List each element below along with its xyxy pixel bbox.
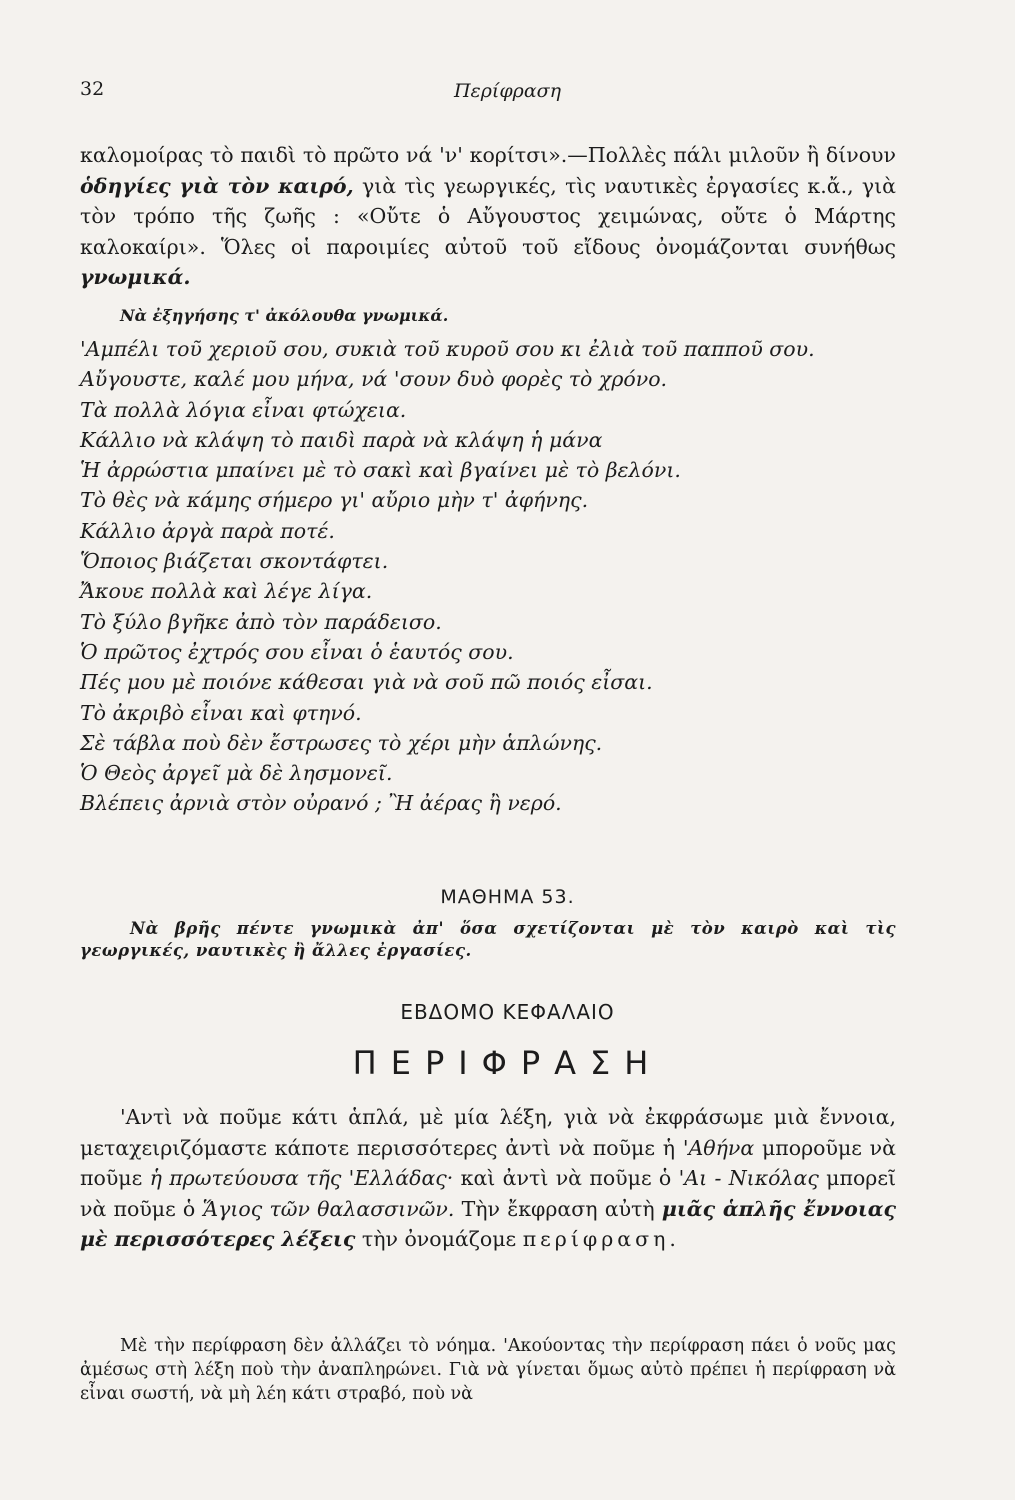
- lesson-instruction: Νὰ βρῆς πέντε γνωμικὰ ἀπ' ὅσα σχετίζονται μὲ τὸν καιρὸ καὶ τὶς γεωργικές, ναυτικὲς ἢ ἄλλες ἐργασίες.: [80, 919, 896, 960]
- intro-paragraph: [80, 140, 896, 293]
- proverb-item: Τὸ ξύλο βγῆκε ἀπὸ τὸν παράδεισο.: [80, 609, 442, 634]
- proverb-item: Ὁ πρῶτος ἐχτρός σου εἶναι ὁ ἑαυτός σου.: [80, 639, 514, 664]
- intro-emphasis-weather: ὁδηγίες γιὰ τὸν καιρό,: [80, 173, 354, 198]
- body-italic-capital: ἡ πρωτεύουσα τῆς 'Ελλάδας·: [149, 1166, 454, 1190]
- proverb-item: Σὲ τάβλα ποὺ δὲν ἔστρωσες τὸ χέρι μὴν ἁπλώνης.: [80, 730, 603, 755]
- body-text-6: τὴν ὀνομάζομε: [355, 1227, 523, 1251]
- body-italic-nikolas: 'Αι - Νικόλας: [678, 1166, 819, 1190]
- running-title: Περίφραση: [453, 80, 562, 102]
- chapter-number: ΕΒΔΟΜΟ ΚΕΦΑΛΑΙΟ: [400, 1000, 615, 1024]
- exercise-heading-block: [80, 306, 896, 325]
- body-emphasis-definition: μιᾶς ἁπλῆς ἔννοιας μὲ περισσότερες λέξεις: [80, 1196, 897, 1251]
- proverb-item: Κάλλιο ἀργὰ παρὰ ποτέ.: [80, 518, 335, 543]
- body-paragraph-block: [80, 1102, 896, 1255]
- proverb-item: Βλέπεις ἀρνιὰ στὸν οὐρανό ; Ἢ ἀέρας ἢ νερό.: [80, 791, 562, 816]
- proverb-item: Αὔγουστε, καλέ μου μήνα, νά 'σουν δυὸ φορὲς τὸ χρόνο.: [80, 367, 668, 392]
- proverb-item: Τὸ θὲς νὰ κάμης σήμερο γι' αὔριο μὴν τ' ἀφήνης.: [80, 488, 589, 513]
- body-italic-saint: Ἅγιος τῶν θαλασσινῶν.: [202, 1196, 455, 1221]
- intro-emphasis-gnomika: γνωμικά.: [80, 265, 191, 289]
- intro-paragraph-block: [80, 140, 896, 293]
- body-spaced-term: περίφραση.: [522, 1227, 680, 1251]
- body-text-5: Τὴν ἔκφραση αὐτὴ: [454, 1196, 662, 1221]
- proverb-item: Ἡ ἀρρώστια μπαίνει μὲ τὸ σακὶ καὶ βγαίνει μὲ τὸ βελόνι.: [80, 458, 681, 483]
- proverb-item: Τὸ ἀκριβὸ εἶναι καὶ φτηνό.: [80, 700, 362, 725]
- exercise-heading: Νὰ ἐξηγήσης τ' ἀκόλουθα γνωμικά.: [120, 306, 449, 325]
- proverb-item: Ἄκουε πολλὰ καὶ λέγε λίγα.: [80, 579, 373, 604]
- proverb-item: 'Αμπέλι τοῦ χεριοῦ σου, συκιὰ τοῦ κυροῦ σου κι ἐλιὰ τοῦ παπποῦ σου.: [80, 337, 815, 361]
- page-number: 32: [80, 78, 105, 100]
- proverb-item: Κάλλιο νὰ κλάψη τὸ παιδὶ παρὰ νὰ κλάψη ἡ μάνα: [80, 427, 603, 452]
- lesson-instruction-block: [80, 918, 896, 962]
- body-text-1: 'Αντὶ νὰ ποῦμε κάτι ἁπλά, μὲ μία λέξη, γιὰ νὰ ἐκφράσωμε μιὰ ἔννοια, μεταχειριζόμαστε κάποτε περισσότερες ἀντὶ νὰ ποῦμε ἡ: [80, 1105, 896, 1160]
- body-text-4: μπορεῖ νὰ ποῦμε ὁ: [80, 1166, 896, 1221]
- intro-text-2: γιὰ τὶς γεωργικές, τὶς ναυτικὲς ἐργασίες κ.ἄ., γιὰ τὸν τρόπο τῆς ζωῆς : «Οὔτε ὁ Αὔγουστος χειμώνας, οὔτε ὁ Μάρτης καλοκαίρι». Ὅλες οἱ παροιμίες αὐτοῦ τοῦ εἴδους ὀνομάζονται συνήθως: [80, 173, 897, 259]
- closing-paragraph: Μὲ τὴν περίφραση δὲν ἀλλάζει τὸ νόημα. 'Ακούοντας τὴν περίφραση πάει ὁ νοῦς μας ἀμέσως στὴ λέξη ποὺ τὴν ἀναπληρώνει. Γιὰ νὰ γίνεται ὅμως αὐτὸ πρέπει ἡ περίφραση νὰ εἶναι σωστή, νὰ μὴ λέη κάτι στραβό, ποὺ νὰ: [80, 1336, 896, 1404]
- closing-paragraph-block: [80, 1334, 896, 1406]
- proverb-item: Πές μου μὲ ποιόνε κάθεσαι γιὰ νὰ σοῦ πῶ ποιός εἶσαι.: [80, 670, 653, 695]
- proverb-item: Ὁ Θεὸς ἀργεῖ μὰ δὲ λησμονεῖ.: [80, 761, 393, 786]
- body-text-2: μποροῦμε νὰ ποῦμε: [80, 1135, 896, 1190]
- proverb-item: Τὰ πολλὰ λόγια εἶναι φτώχεια.: [80, 397, 407, 422]
- chapter-title: ΠΕΡΙΦΡΑΣΗ: [352, 1044, 663, 1082]
- proverb-list-block: [80, 334, 896, 819]
- body-italic-athens: 'Αθήνα: [682, 1135, 755, 1160]
- body-paragraph: [80, 1102, 896, 1255]
- proverb-item: Ὅποιος βιάζεται σκοντάφτει.: [80, 549, 389, 574]
- body-text-3: καὶ ἀντὶ νὰ ποῦμε ὁ: [453, 1166, 679, 1190]
- proverb-list: [80, 334, 896, 819]
- intro-text-1: καλομοίρας τὸ παιδὶ τὸ πρῶτο νά 'ν' κορίτσι».—Πολλὲς πάλι μιλοῦν ἢ δίνουν: [80, 143, 896, 167]
- lesson-title: ΜΑΘΗΜΑ 53.: [440, 886, 575, 908]
